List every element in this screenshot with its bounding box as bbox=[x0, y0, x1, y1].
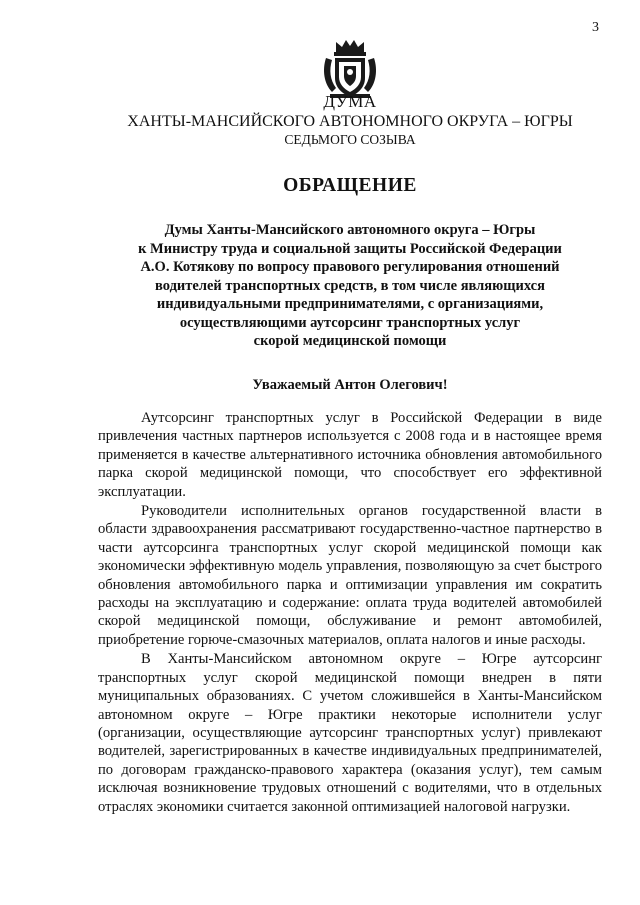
salutation: Уважаемый Антон Олегович! bbox=[252, 377, 448, 393]
subject-line: к Министру труда и социальной защиты Российской Федерации bbox=[138, 240, 562, 257]
body-paragraph: Аутсорсинг транспортных услуг в Российской Федерации в виде привлечения частных партнеров используется с 2008 года и в настоящее время применяется в качестве альтернативного источника обновления автомобильного парка скорой медицинской помощи, что способствует его эффективной эксплуатации. bbox=[98, 410, 602, 500]
subject-line: А.О. Котякову по вопросу правового регулирования отношений bbox=[140, 259, 560, 275]
document-subject bbox=[0, 221, 640, 351]
header-region: ХАНТЫ-МАНСИЙСКОГО АВТОНОМНОГО ОКРУГА – ЮГРЫ bbox=[127, 113, 573, 130]
header-duma: ДУМА bbox=[323, 92, 377, 111]
subject-line: осуществляющими аутсорсинг транспортных услуг bbox=[179, 314, 521, 331]
subject-line: водителей транспортных средств, в том числе являющихся bbox=[155, 277, 545, 294]
subject-line: скорой медицинской помощи bbox=[253, 333, 447, 349]
document-title: ОБРАЩЕНИЕ bbox=[283, 175, 417, 196]
body-paragraph: Руководители исполнительных органов государственной власти в области здравоохранения рассматривают государственно-частное партнерство в части аутсорсинга транспортных услуг скорой медицинской помощи как экономически эффективную модель управления, позволяющую за счет быстрого обновления автомобильного парка и оптимизации управления им сократить расходы на эксплуатацию и содержание: оплата труда водителей автомобилей скорой медицинской помощи, обслуживание и ремонт автомобилей, приобретение горюче-смазочных материалов, оплата налогов и иные расходы. bbox=[98, 503, 602, 648]
subject-line: индивидуальными предпринимателями, с организациями, bbox=[156, 296, 544, 312]
page-number: 3 bbox=[592, 20, 599, 35]
document-body bbox=[98, 409, 602, 816]
header bbox=[0, 92, 640, 148]
coat-of-arms-icon bbox=[322, 38, 378, 100]
body-paragraph: В Ханты-Мансийском автономном округе – Югре аутсорсинг транспортных услуг скорой медицинской помощи внедрен в пяти муниципальных образованиях. С учетом сложившейся в Ханты-Мансийском автономном округе – Югре практики некоторые исполнители услуг (организации, осуществляющие аутсорсинг транспортных услуг) привлекают водителей, зарегистрированных в качестве индивидуальных предпринимателей, по договорам гражданско-правового характера (оказания услуг), тем самым исключая возникновение трудовых отношений с водителями, что в отдельных отраслях экономики считается законной оптимизацией налоговой нагрузки. bbox=[98, 651, 602, 815]
header-convocation: СЕДЬМОГО СОЗЫВА bbox=[284, 132, 416, 147]
subject-line: Думы Ханты-Мансийского автономного округа – Югры bbox=[164, 222, 536, 238]
